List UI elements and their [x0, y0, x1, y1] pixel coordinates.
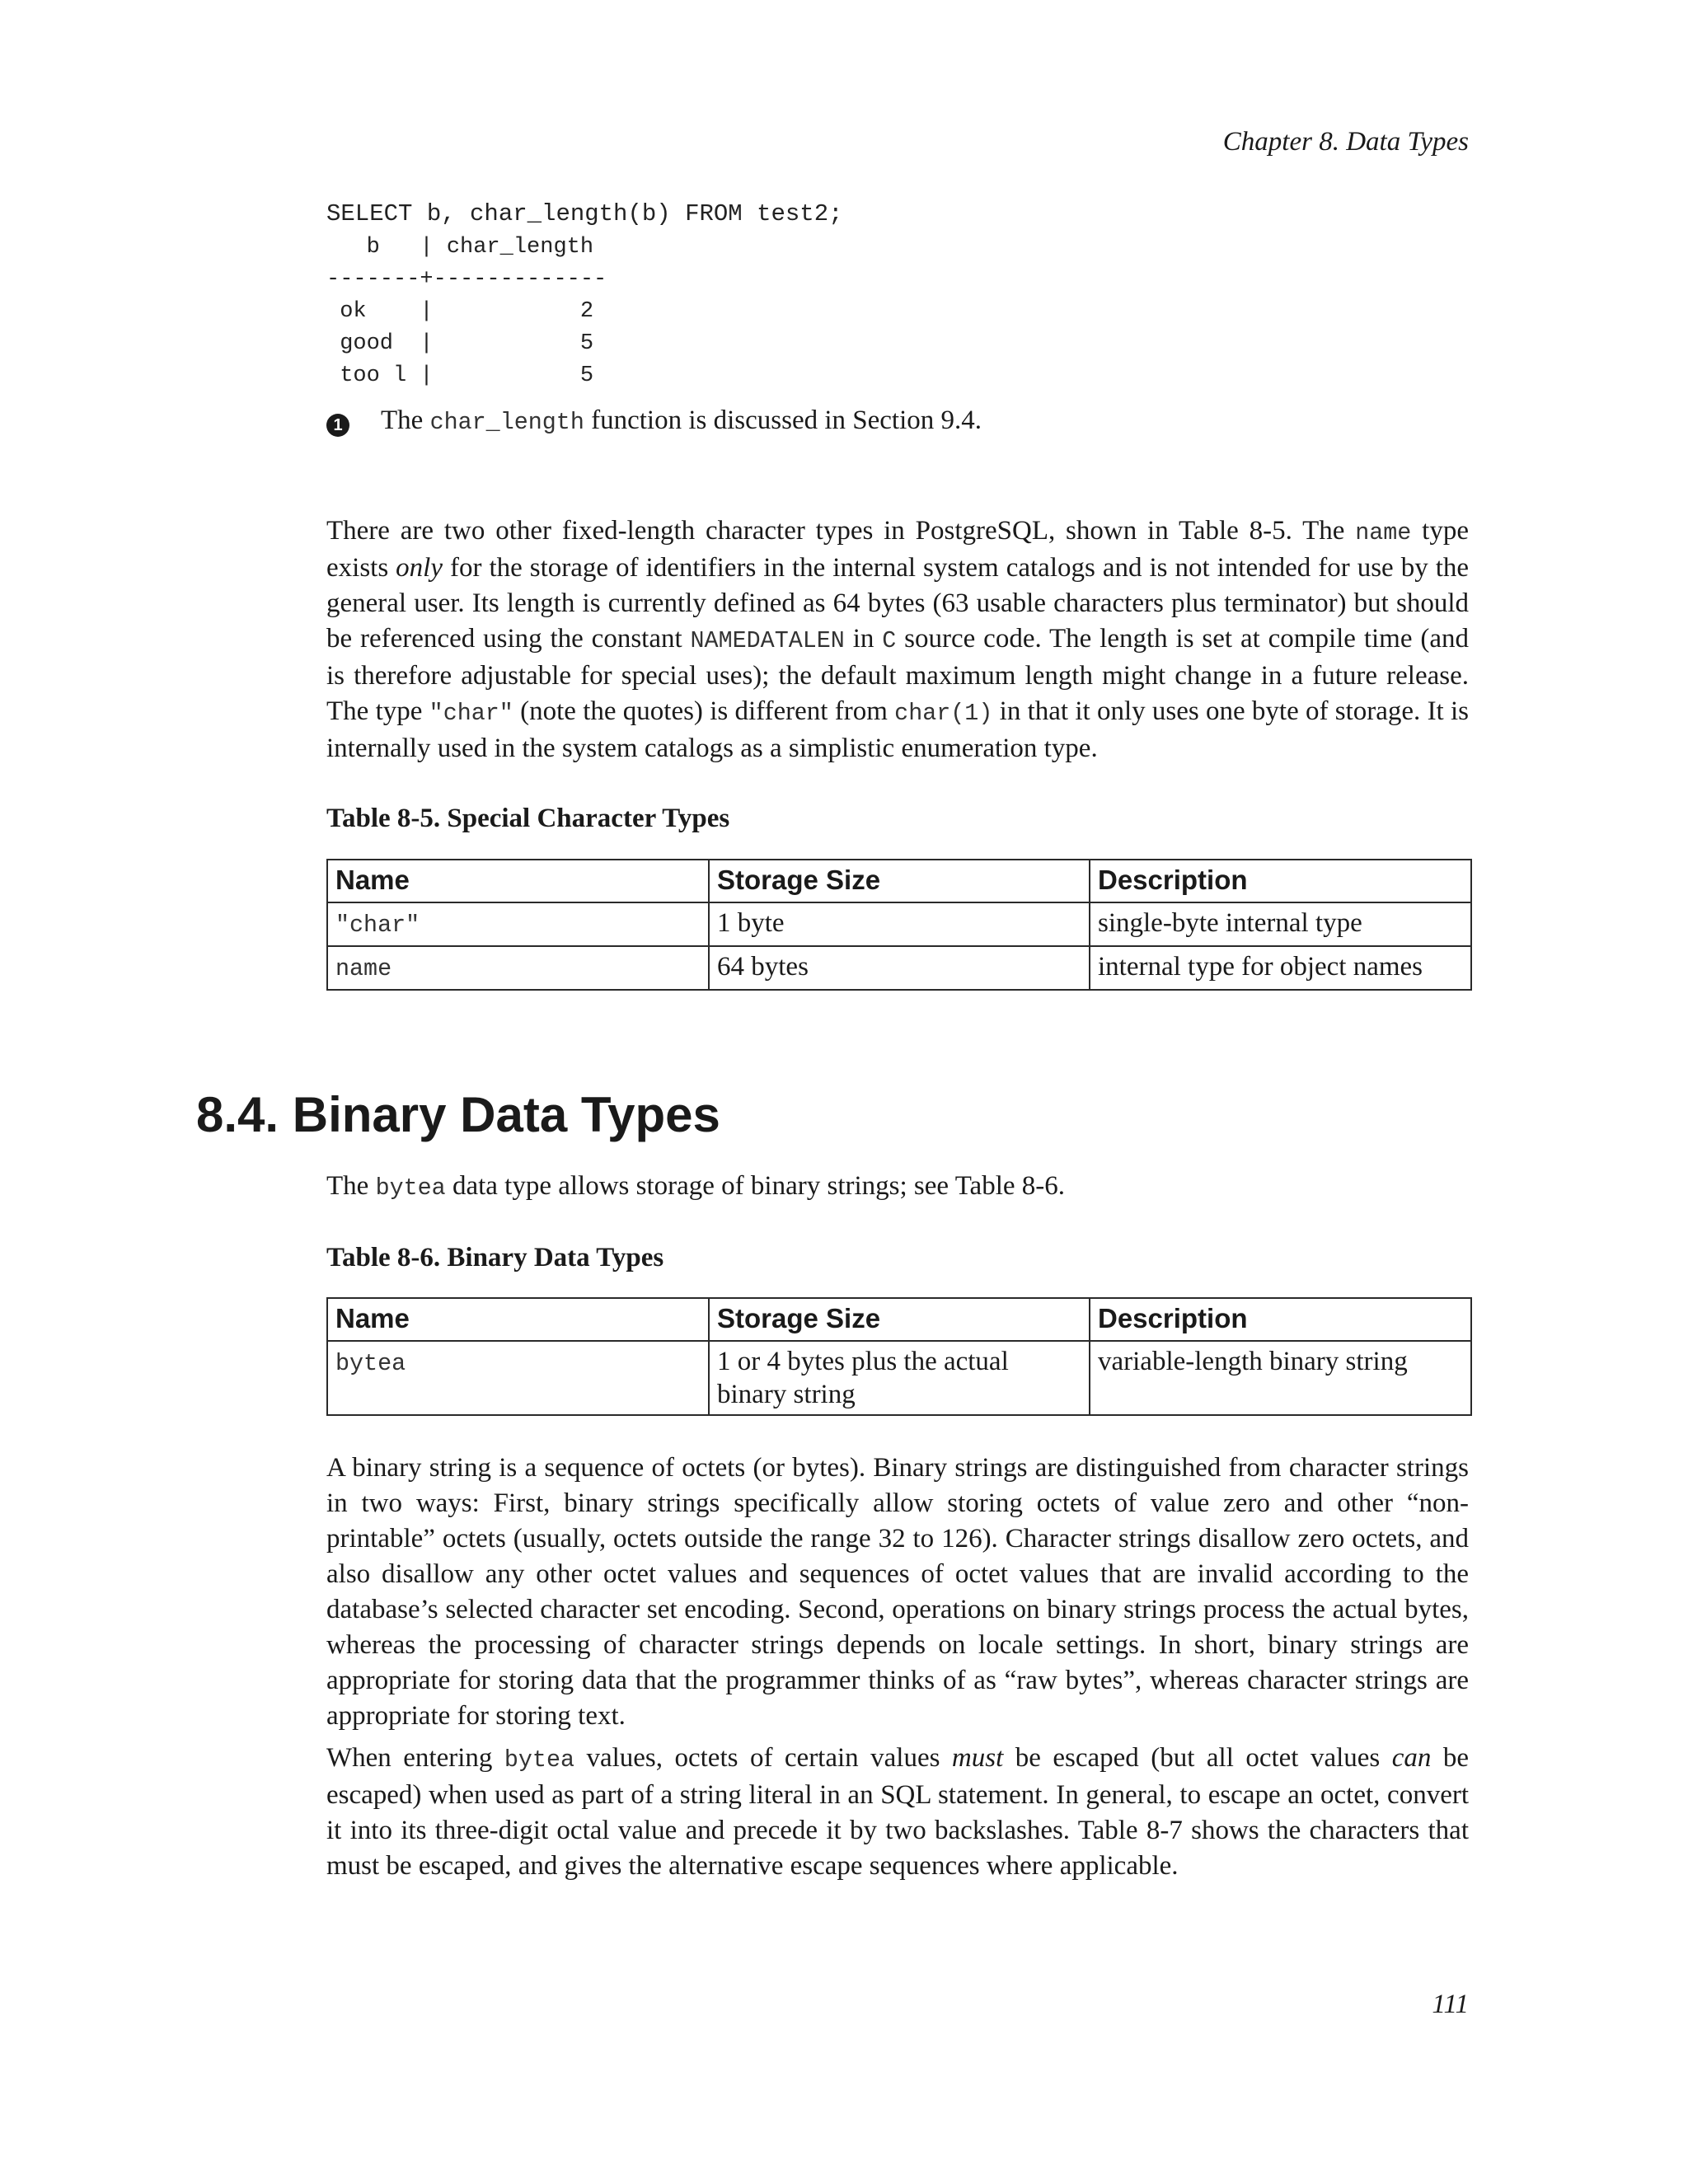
paragraph-bytea-intro: The bytea data type allows storage of binary strings; see Table 8-6. — [326, 1171, 1066, 1202]
result-line: good | 5 — [326, 331, 594, 356]
table-row — [327, 946, 1471, 990]
table-cell: internal type for object names — [1090, 946, 1471, 990]
inline-code: name — [1355, 519, 1412, 546]
table-cell: name — [327, 946, 709, 990]
column-header: Description — [1090, 860, 1471, 902]
table-cell: bytea — [327, 1341, 709, 1415]
column-header: Storage Size — [709, 860, 1090, 902]
callout-text: The char_length function is discussed in Section 9.4. — [381, 405, 982, 436]
paragraph-special-types: There are two other fixed-length character types in PostgreSQL, shown in Table 8-5. The name type exists only for the storage of identifiers in the internal system catalogs and is not intended for use by the general user. Its length is currently defined as 64 bytes (63 usable characters plus terminator) but should be referenced using the constant NAMEDATALEN in C source code. The length is set at compile time (and is therefore adjustable for special uses); the default maximum length might change in a future release. The type "char" (note the quotes) is different from char(1) in that it only uses one byte of storage. It is internally used in the system catalogs as a simplistic enumeration type. — [326, 516, 1470, 763]
emphasis: only — [396, 553, 443, 583]
emphasis: must — [951, 1743, 1004, 1773]
table-cell: "char" — [327, 902, 709, 946]
page-number: 111 — [1432, 1990, 1469, 2019]
special-character-types-table — [326, 859, 1472, 991]
table-cell: variable-length binary string — [1090, 1341, 1471, 1415]
inline-code: "char" — [429, 700, 513, 727]
table-header-row — [327, 1298, 1471, 1341]
paragraph-escaping: When entering bytea values, octets of certain values must be escaped (but all octet values can be escaped) when used as part of a string literal in an SQL statement. In general, to escape an octet, convert it into its three-digit octal value and precede it by two backslashes. Table 8-7 shows the characters that must be escaped, and gives the alternative escape sequences where applicable. — [326, 1743, 1469, 1881]
callout-note — [326, 404, 982, 439]
paragraph-binary-strings: A binary string is a sequence of octets (or bytes). Binary strings are distinguished from character strings in two ways: First, binary strings specifically allow storing octets of value zero and other “non-printable” octets (usually, octets outside the range 32 to 126). Character strings disallow zero octets, and also disallow any other octet values and sequences of octet values that are invalid according to the database’s selected character set encoding. Second, operations on binary strings process the actual bytes, whereas the processing of character strings depends on locale settings. In short, binary strings are appropriate for storing data that the programmer thinks of as “raw bytes”, whereas character strings are appropriate for storing text. — [326, 1453, 1469, 1731]
result-line: ok | 2 — [326, 299, 594, 324]
table-row — [327, 1341, 1471, 1415]
column-header: Name — [327, 1298, 709, 1341]
inline-code: char(1) — [894, 700, 993, 727]
result-line: too l | 5 — [326, 363, 594, 388]
section-heading: 8.4. Binary Data Types — [196, 1087, 720, 1142]
result-line: -------+------------- — [326, 267, 607, 292]
running-header: Chapter 8. Data Types — [1222, 127, 1469, 157]
column-header: Storage Size — [709, 1298, 1090, 1341]
sql-statement: SELECT b, char_length(b) FROM test2; — [326, 200, 843, 227]
column-header: Description — [1090, 1298, 1471, 1341]
table-header-row — [327, 860, 1471, 902]
callout-marker-icon: 1 — [326, 414, 349, 437]
table-cell: single-byte internal type — [1090, 902, 1471, 946]
table-cell: 1 byte — [709, 902, 1090, 946]
emphasis: can — [1391, 1743, 1432, 1773]
result-line: b | char_length — [326, 235, 594, 260]
inline-code: bytea — [375, 1174, 446, 1202]
table-caption: Table 8-5. Special Character Types — [326, 804, 730, 833]
column-header: Name — [327, 860, 709, 902]
inline-code: bytea — [504, 1746, 574, 1774]
binary-data-types-table — [326, 1297, 1472, 1416]
table-row — [327, 902, 1471, 946]
table-caption: Table 8-6. Binary Data Types — [326, 1243, 664, 1272]
inline-code: char_length — [429, 409, 584, 436]
inline-code: NAMEDATALEN — [690, 627, 845, 654]
table-cell: 64 bytes — [709, 946, 1090, 990]
inline-code: C — [882, 627, 897, 654]
code-example — [326, 198, 843, 392]
table-cell: 1 or 4 bytes plus the actual binary string — [709, 1341, 1090, 1415]
